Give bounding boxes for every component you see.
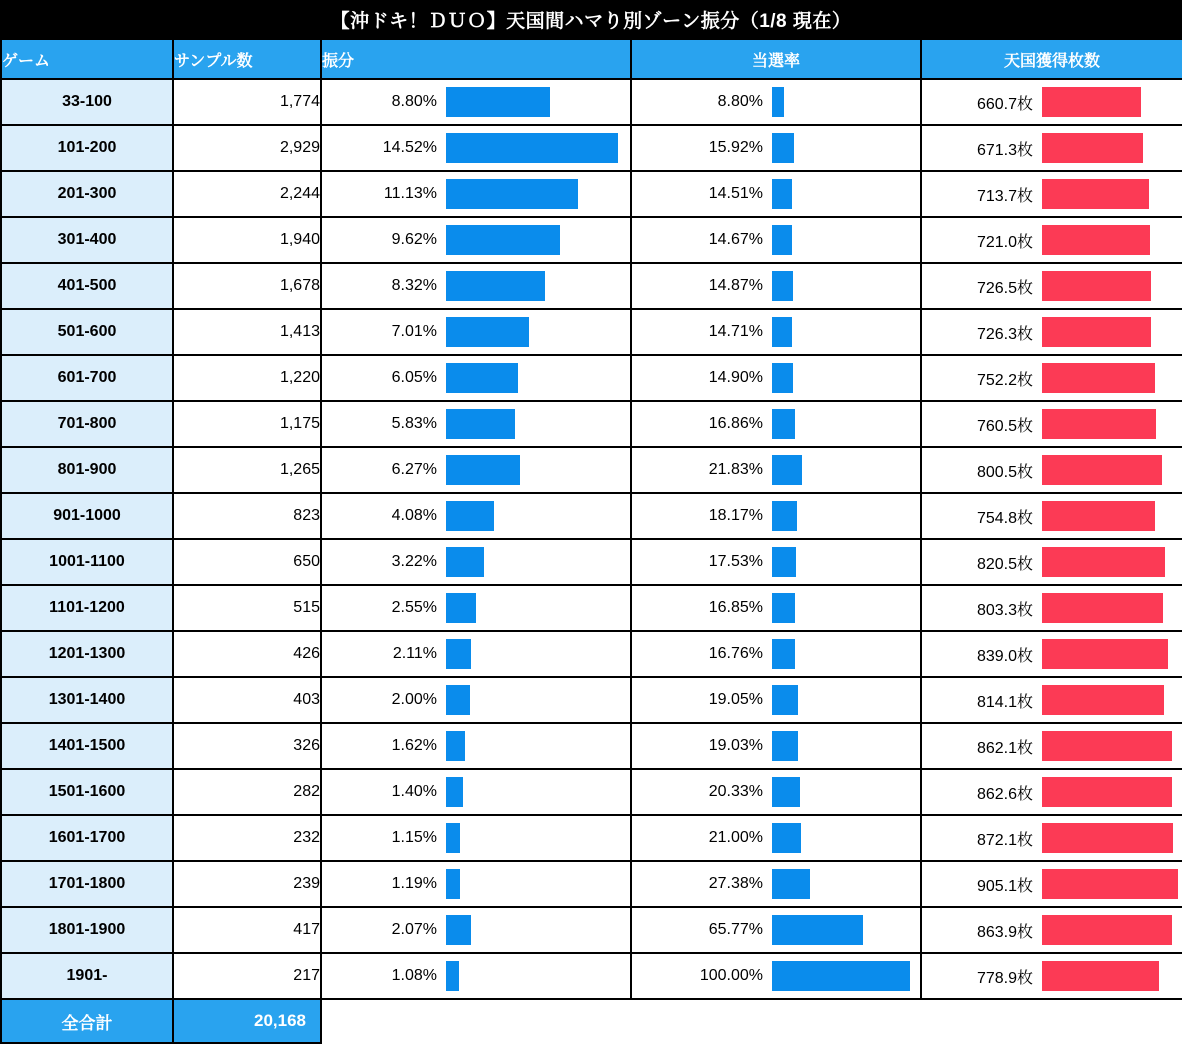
win-rate-value-label: 14.51% [708, 185, 763, 202]
total-label: 全合計 [1, 999, 173, 1043]
distribution-value-label: 1.62% [391, 737, 437, 754]
coin-count-bar [1042, 225, 1150, 255]
cell-sample-count: 239 [173, 861, 321, 907]
cell-game-range: 1301-1400 [1, 677, 173, 723]
cell-game-range: 301-400 [1, 217, 173, 263]
cell-game-range: 1901- [1, 953, 173, 999]
coin-count-value-label: 760.5枚 [976, 417, 1033, 435]
column-header-distribution: 振分 [321, 39, 631, 79]
win-rate-bar [772, 777, 800, 807]
coin-count-bar [1042, 501, 1155, 531]
coin-count-bar [1042, 731, 1172, 761]
win-rate-bar [772, 455, 802, 485]
cell-sample-count: 1,265 [173, 447, 321, 493]
win-rate-bar [772, 133, 794, 163]
table-row [1, 769, 1182, 815]
cell-sample-count: 1,413 [173, 309, 321, 355]
win-rate-value-label: 16.76% [708, 645, 763, 662]
column-header-game: ゲーム [1, 39, 173, 79]
cell-win-rate-bar [631, 125, 921, 171]
table-row [1, 217, 1182, 263]
coin-count-value-label: 863.9枚 [976, 923, 1033, 941]
coin-count-bar [1042, 179, 1149, 209]
win-rate-value-label: 14.90% [708, 369, 763, 386]
table-row [1, 447, 1182, 493]
table-row [1, 539, 1182, 585]
distribution-bar [446, 317, 529, 347]
cell-distribution-bar [321, 907, 631, 953]
coin-count-value-label: 803.3枚 [976, 601, 1033, 619]
distribution-value-label: 2.55% [391, 599, 437, 616]
cell-game-range: 501-600 [1, 309, 173, 355]
win-rate-value-label: 21.83% [708, 461, 763, 478]
win-rate-value-label: 15.92% [708, 139, 763, 156]
coin-count-bar [1042, 777, 1172, 807]
distribution-value-label: 4.08% [391, 507, 437, 524]
win-rate-bar [772, 593, 795, 623]
distribution-value-label: 2.07% [391, 921, 437, 938]
cell-sample-count: 1,940 [173, 217, 321, 263]
coin-count-bar [1042, 455, 1162, 485]
win-rate-bar [772, 409, 795, 439]
coin-count-value-label: 905.1枚 [976, 877, 1033, 895]
coin-count-bar [1042, 823, 1173, 853]
cell-game-range: 1101-1200 [1, 585, 173, 631]
table-row [1, 263, 1182, 309]
distribution-bar [446, 731, 465, 761]
distribution-value-label: 7.01% [391, 323, 437, 340]
cell-win-rate-bar [631, 631, 921, 677]
cell-sample-count: 403 [173, 677, 321, 723]
cell-win-rate-bar [631, 539, 921, 585]
cell-coin-count-bar [921, 631, 1182, 677]
win-rate-bar [772, 961, 910, 991]
cell-distribution-bar [321, 493, 631, 539]
cell-win-rate-bar [631, 79, 921, 125]
distribution-value-label: 5.83% [391, 415, 437, 432]
table-row [1, 585, 1182, 631]
coin-count-bar [1042, 915, 1172, 945]
win-rate-value-label: 14.87% [708, 277, 763, 294]
cell-distribution-bar [321, 309, 631, 355]
coin-count-value-label: 660.7枚 [976, 95, 1033, 113]
cell-game-range: 1701-1800 [1, 861, 173, 907]
win-rate-bar [772, 869, 810, 899]
cell-win-rate-bar [631, 493, 921, 539]
win-rate-bar [772, 685, 798, 715]
cell-win-rate-bar [631, 953, 921, 999]
cell-distribution-bar [321, 355, 631, 401]
cell-game-range: 33-100 [1, 79, 173, 125]
distribution-bar [446, 869, 460, 899]
cell-win-rate-bar [631, 723, 921, 769]
cell-game-range: 1001-1100 [1, 539, 173, 585]
cell-sample-count: 1,220 [173, 355, 321, 401]
coin-count-value-label: 839.0枚 [976, 647, 1033, 665]
distribution-value-label: 6.27% [391, 461, 437, 478]
cell-distribution-bar [321, 815, 631, 861]
cell-win-rate-bar [631, 585, 921, 631]
cell-win-rate-bar [631, 861, 921, 907]
win-rate-value-label: 20.33% [708, 783, 763, 800]
coin-count-value-label: 713.7枚 [976, 187, 1033, 205]
table-row [1, 907, 1182, 953]
table-row [1, 355, 1182, 401]
distribution-bar [446, 133, 618, 163]
cell-coin-count-bar [921, 125, 1182, 171]
cell-coin-count-bar [921, 861, 1182, 907]
win-rate-bar [772, 179, 792, 209]
coin-count-bar [1042, 639, 1168, 669]
total-blank-cell [321, 999, 1182, 1043]
win-rate-bar [772, 317, 792, 347]
coin-count-value-label: 778.9枚 [976, 969, 1033, 987]
cell-distribution-bar [321, 79, 631, 125]
coin-count-value-label: 726.5枚 [976, 279, 1033, 297]
cell-sample-count: 417 [173, 907, 321, 953]
coin-count-value-label: 671.3枚 [976, 141, 1033, 159]
win-rate-bar [772, 363, 793, 393]
coin-count-bar [1042, 363, 1155, 393]
cell-coin-count-bar [921, 539, 1182, 585]
cell-distribution-bar [321, 631, 631, 677]
cell-game-range: 601-700 [1, 355, 173, 401]
distribution-value-label: 6.05% [391, 369, 437, 386]
cell-sample-count: 282 [173, 769, 321, 815]
cell-game-range: 401-500 [1, 263, 173, 309]
table-row [1, 125, 1182, 171]
distribution-bar [446, 915, 471, 945]
table-row [1, 309, 1182, 355]
cell-game-range: 801-900 [1, 447, 173, 493]
column-header-sample: サンプル数 [173, 39, 321, 79]
cell-game-range: 1501-1600 [1, 769, 173, 815]
win-rate-value-label: 17.53% [708, 553, 763, 570]
cell-win-rate-bar [631, 309, 921, 355]
distribution-value-label: 1.08% [391, 967, 437, 984]
cell-sample-count: 217 [173, 953, 321, 999]
cell-distribution-bar [321, 401, 631, 447]
distribution-value-label: 8.32% [391, 277, 437, 294]
table-header [1, 39, 1182, 79]
distribution-bar [446, 639, 471, 669]
distribution-bar [446, 225, 560, 255]
distribution-bar [446, 271, 545, 301]
win-rate-value-label: 18.17% [708, 507, 763, 524]
cell-coin-count-bar [921, 171, 1182, 217]
cell-sample-count: 232 [173, 815, 321, 861]
cell-game-range: 1201-1300 [1, 631, 173, 677]
cell-win-rate-bar [631, 447, 921, 493]
distribution-bar [446, 501, 494, 531]
distribution-bar [446, 593, 476, 623]
win-rate-value-label: 14.67% [708, 231, 763, 248]
distribution-bar [446, 547, 484, 577]
cell-game-range: 1601-1700 [1, 815, 173, 861]
cell-sample-count: 426 [173, 631, 321, 677]
coin-count-bar [1042, 317, 1151, 347]
win-rate-value-label: 14.71% [708, 323, 763, 340]
cell-sample-count: 1,678 [173, 263, 321, 309]
distribution-value-label: 14.52% [382, 139, 437, 156]
win-rate-value-label: 16.85% [708, 599, 763, 616]
win-rate-bar [772, 823, 801, 853]
cell-coin-count-bar [921, 79, 1182, 125]
coin-count-value-label: 814.1枚 [976, 693, 1033, 711]
distribution-value-label: 2.11% [392, 645, 437, 662]
cell-win-rate-bar [631, 171, 921, 217]
coin-count-value-label: 800.5枚 [976, 463, 1033, 481]
cell-coin-count-bar [921, 355, 1182, 401]
distribution-bar [446, 823, 460, 853]
win-rate-value-label: 16.86% [708, 415, 763, 432]
distribution-value-label: 1.15% [391, 829, 437, 846]
coin-count-bar [1042, 961, 1159, 991]
page-title: 【沖ドキ！ＤＵＯ】天国間ハマり別ゾーン振分（1/8 現在） [0, 0, 1182, 38]
table-footer [1, 999, 1182, 1043]
cell-distribution-bar [321, 125, 631, 171]
win-rate-bar [772, 501, 797, 531]
cell-coin-count-bar [921, 263, 1182, 309]
cell-game-range: 701-800 [1, 401, 173, 447]
cell-game-range: 1401-1500 [1, 723, 173, 769]
cell-distribution-bar [321, 217, 631, 263]
coin-count-value-label: 726.3枚 [976, 325, 1033, 343]
cell-coin-count-bar [921, 723, 1182, 769]
coin-count-value-label: 872.1枚 [976, 831, 1033, 849]
cell-sample-count: 1,175 [173, 401, 321, 447]
table-row [1, 79, 1182, 125]
distribution-bar [446, 409, 515, 439]
distribution-bar [446, 179, 578, 209]
win-rate-value-label: 19.03% [708, 737, 763, 754]
coin-count-value-label: 862.1枚 [976, 739, 1033, 757]
cell-sample-count: 2,929 [173, 125, 321, 171]
win-rate-value-label: 65.77% [708, 921, 763, 938]
cell-coin-count-bar [921, 217, 1182, 263]
cell-distribution-bar [321, 769, 631, 815]
table-row [1, 723, 1182, 769]
coin-count-value-label: 862.6枚 [976, 785, 1033, 803]
cell-sample-count: 1,774 [173, 79, 321, 125]
win-rate-value-label: 100.00% [699, 967, 763, 984]
win-rate-bar [772, 271, 793, 301]
cell-distribution-bar [321, 585, 631, 631]
column-header-coins: 天国獲得枚数 [921, 39, 1182, 79]
coin-count-bar [1042, 87, 1141, 117]
column-header-win-rate: 当選率 [631, 39, 921, 79]
distribution-value-label: 11.13% [383, 185, 437, 202]
cell-distribution-bar [321, 171, 631, 217]
table-row [1, 677, 1182, 723]
distribution-bar [446, 961, 459, 991]
coin-count-bar [1042, 869, 1178, 899]
win-rate-bar [772, 731, 798, 761]
distribution-value-label: 3.22% [391, 553, 437, 570]
table-row [1, 953, 1182, 999]
win-rate-bar [772, 639, 795, 669]
distribution-bar [446, 87, 550, 117]
table-row [1, 861, 1182, 907]
coin-count-bar [1042, 593, 1163, 623]
win-rate-bar [772, 915, 863, 945]
table-row [1, 631, 1182, 677]
cell-sample-count: 823 [173, 493, 321, 539]
coin-count-value-label: 754.8枚 [976, 509, 1033, 527]
coin-count-value-label: 721.0枚 [976, 233, 1033, 251]
coin-count-bar [1042, 547, 1165, 577]
win-rate-value-label: 21.00% [708, 829, 763, 846]
distribution-value-label: 1.19% [391, 875, 437, 892]
win-rate-value-label: 19.05% [708, 691, 763, 708]
table-row [1, 815, 1182, 861]
cell-coin-count-bar [921, 769, 1182, 815]
distribution-value-label: 1.40% [391, 783, 437, 800]
distribution-value-label: 8.80% [391, 93, 437, 110]
cell-coin-count-bar [921, 907, 1182, 953]
distribution-bar [446, 777, 463, 807]
win-rate-bar [772, 225, 792, 255]
cell-game-range: 101-200 [1, 125, 173, 171]
coin-count-bar [1042, 685, 1164, 715]
coin-count-value-label: 820.5枚 [976, 555, 1033, 573]
cell-coin-count-bar [921, 677, 1182, 723]
cell-coin-count-bar [921, 815, 1182, 861]
distribution-value-label: 9.62% [391, 231, 437, 248]
cell-distribution-bar [321, 447, 631, 493]
win-rate-value-label: 8.80% [717, 93, 763, 110]
coin-count-bar [1042, 271, 1151, 301]
cell-win-rate-bar [631, 355, 921, 401]
distribution-value-label: 2.00% [391, 691, 437, 708]
cell-sample-count: 2,244 [173, 171, 321, 217]
cell-win-rate-bar [631, 263, 921, 309]
cell-coin-count-bar [921, 309, 1182, 355]
coin-count-bar [1042, 409, 1156, 439]
data-table [0, 38, 1182, 1044]
cell-win-rate-bar [631, 401, 921, 447]
cell-game-range: 201-300 [1, 171, 173, 217]
table-row [1, 171, 1182, 217]
cell-distribution-bar [321, 263, 631, 309]
cell-sample-count: 650 [173, 539, 321, 585]
cell-win-rate-bar [631, 907, 921, 953]
cell-win-rate-bar [631, 815, 921, 861]
cell-distribution-bar [321, 723, 631, 769]
table-row [1, 401, 1182, 447]
cell-sample-count: 326 [173, 723, 321, 769]
distribution-bar [446, 363, 518, 393]
win-rate-bar [772, 87, 784, 117]
coin-count-value-label: 752.2枚 [976, 371, 1033, 389]
total-sample-value: 20,168 [173, 999, 321, 1043]
cell-coin-count-bar [921, 585, 1182, 631]
cell-distribution-bar [321, 953, 631, 999]
table-row [1, 493, 1182, 539]
cell-distribution-bar [321, 539, 631, 585]
cell-coin-count-bar [921, 953, 1182, 999]
cell-distribution-bar [321, 677, 631, 723]
distribution-bar [446, 455, 520, 485]
cell-coin-count-bar [921, 447, 1182, 493]
cell-win-rate-bar [631, 769, 921, 815]
cell-distribution-bar [321, 861, 631, 907]
cell-win-rate-bar [631, 217, 921, 263]
cell-coin-count-bar [921, 401, 1182, 447]
table-body [1, 79, 1182, 999]
cell-game-range: 1801-1900 [1, 907, 173, 953]
win-rate-bar [772, 547, 796, 577]
cell-win-rate-bar [631, 677, 921, 723]
win-rate-value-label: 27.38% [708, 875, 763, 892]
cell-game-range: 901-1000 [1, 493, 173, 539]
cell-coin-count-bar [921, 493, 1182, 539]
cell-sample-count: 515 [173, 585, 321, 631]
distribution-bar [446, 685, 470, 715]
coin-count-bar [1042, 133, 1143, 163]
